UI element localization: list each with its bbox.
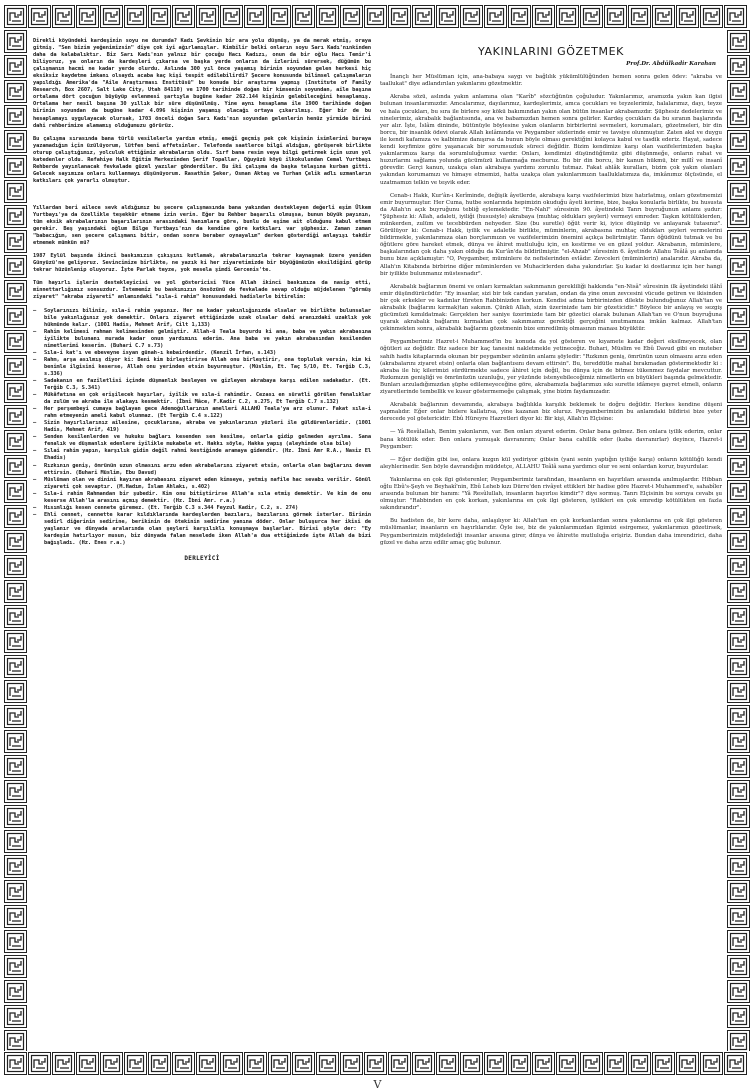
ornament-tile-icon	[52, 1052, 75, 1075]
ornament-tile-icon	[340, 1052, 363, 1075]
ornament-tile-icon	[508, 5, 531, 28]
intro-paragraph-2: Bu çalışma sırasında bana türlü vesilelerle yardım etmiş, emeği geçmiş pek çok kişinin isimlerini buraya yazamadığım için üzülüyorum, lütfen beni affetsinler. Telefonda saatlerce bilgi aldığım, görüşerek birlikte oturup çalıştığımız, yolculuk ettiğimiz akrabalarım oldu. Sırf bana resim veya bilgi getirmek için uzun yol katedenler oldu. Refahiye Halk Eğitim Merkezinden Şerif Topallar, Oğuyüzü köyü ilkokulundan Cemal Yurtbaşı Rehberde yayınlanacak fevkalade güzel yazılar gönderdiler. Bu iki çalışma da başka telaşına kurban gitti. Gelecek sayımıza onları kullanmayı düşünüyorum. Rasathin Şeker, Osman Aktaş ve Turhan Çelik adlı uzmanların katkıları çok yararlı olmuştur.	[33, 135, 371, 184]
ornament-tile-icon	[148, 5, 171, 28]
ornament-tile-icon	[727, 455, 750, 478]
ornament-tile-icon	[4, 30, 27, 53]
ornament-tile-icon	[4, 355, 27, 378]
ornament-tile-icon	[628, 5, 651, 28]
ornament-tile-icon	[604, 1052, 627, 1075]
ornament-tile-icon	[412, 1052, 435, 1075]
hadith-item: — Soylarınızı biliniz, sıla-i rahim yapınız. Her ne kadar yakınlığınızda olsalar ve birlikte bulunsalar bile yakınlığınız yok demektir. Onları ziyaret ettiğinizde uzak olsalar dahi aranızdaki uzaklık yok hükmünde kalır. (1001 Hadis, Mehmet Arif, Cilt 1,133)	[33, 308, 371, 329]
ornament-tile-icon	[412, 5, 435, 28]
ornament-tile-icon	[4, 505, 27, 528]
ornament-tile-icon	[727, 930, 750, 953]
hadith-item: — Sadakanın en faziletlisi içinde düşmanlık besleyen ve gizleyen akrabaya karşı edilen sadakadır. (Et. Terğib C.3, S.341)	[33, 378, 371, 392]
compiler-signature: DERLEYİCİ	[184, 555, 220, 563]
ornament-tile-icon	[676, 1052, 699, 1075]
left-column	[33, 38, 371, 1050]
ornament-tile-icon	[244, 5, 267, 28]
article-paragraph: Akrabalık bağlarının önemi ve onları kırmaktan sakınmanın gerekliliği hakkında "en-Nisâ" sûresinin ilk âyetindeki ilâhî emir düşündürücüdür: "Ey insanlar, sizi bir tek candan yaratan, ondan da yine onun zevcesini vücude getiren ve ikisinden bir çok erkekler ve kadınlar türeten Rabbinizden korkun. Kendisi adına birbirinizden dilekte bulunduğunuz Allah'tan ve akrabalık (bağlarını kırmak)tan sakının. Çünkü Allah, sizin üzerinizde tam bir gözeticidir." Böylece bir anlayış ve sezgiş gücümüzü kımıldatmak: Gerçekten her saniye üzerimizde tam bir gözetici olarak bulunan Allah'tan ve O'nun buyruğuna uyarak akrabalık bağlarını kırmaktan çok sakınmamız gerektiği gerçeğini unutmamıza imkân kalmaz. Allah'tan çekinmekten sonra, akrabalık bağlarını gözetmenin bize emredilmiş olmasının manası büyüktür.	[380, 283, 722, 333]
article-author: Prof.Dr. Abdülkadir Karahan	[626, 61, 716, 68]
ornament-tile-icon	[4, 255, 27, 278]
ornament-tile-icon	[4, 130, 27, 153]
ornament-tile-icon	[727, 830, 750, 853]
ornament-tile-icon	[364, 5, 387, 28]
ornament-tile-icon	[4, 55, 27, 78]
ornament-tile-icon	[727, 1030, 750, 1051]
ornament-tile-icon	[727, 780, 750, 803]
article-title: YAKINLARINI GÖZETMEK	[478, 45, 624, 58]
ornament-tile-icon	[124, 1052, 147, 1075]
intro-paragraph-1: Direkli köyündeki kardeşinin soyu ne durumda? Kadı Şevkinin bir ara yolu düşmüş, ya da merak etmiş, oraya gitmiş. "Sen bizim yeğenimizsin" diye çok iyi ağırlamışlar. Kimbilir belki onların soyu Sarı Kadı'nınkinden daha da kalabalıktır. Biz Sarı Kadı'nın yalnız bir çocuğu Hacı Kadızı, onun da bir oğlu Hacı Temir'i biliyoruz, ya onların da kardeşleri çıkarsa ve başka yerde onların da izlerini sürersek, düğümün bu çalışmanın hacmi ne kadar yerde olurdu. Aslında 300 yıl önce yaşamış birinin soyundan gelen herkesi hiç eksiksiz kaydetme imkanı olsaydı acaba kaç kişi tespit edilebilirdi? Şecere konusunda bilimsel çalışmaların yapıldığı Amerika'da "Aile Araştırması Enstitüsü" bu konuda bir araştırma yapmış (Institute of Family Research, Box 2607, Salt Lake City, Utah 84110) ve 1700 tarihinde doğan bir kimsenin soyundan, aile başına ortalama dört çocuğun büyüyüp evlenmesi şartıyla bugüne kadar 262.144 kişinin gelebileceğini hesaplamış. Ortalama her nesil başına 30 yıllık bir süre düşünülmüş. Yine aynı hesaplama ile 1900 tarihinde doğan birinin soyundan da bugüne kadar 4.096 kişinin yaşamış olacağı ortaya çıkarılmış. Eğer bir de bu hesaplamayı uygulayacak olursak, 1703 önceli doğan Sarı Kadı'nın soyundan gelenlerin henüz yirmide birini dahi rehberimize alamamış olduğumuzu görürüz.	[33, 38, 371, 129]
hadith-item: — Sıla-i kat'ı ve ebeveyne isyan günah-ı kebairdendir. (Kenzil İrfan, s.143)	[33, 350, 371, 357]
hadith-item: — Sizin hayırlılarınız ailesine, çocuklarına, akraba ve yakınlarının yüzleri ile güldürenleridir. (1001 Hadis, Mehmet Arif, 419)	[33, 420, 371, 434]
ornament-tile-icon	[388, 5, 411, 28]
ornament-tile-icon	[580, 1052, 603, 1075]
article-paragraph: Akraba sözü, aslında yakın anlamına olan "Karîb" sözcüğünün çoğuludur. Yakınlarımız, aramızda yakın kan ilgisi bulunan insanlarımızdır. Amcalarımız, dayılarımız, kardeşlerimiz, amca çocukları ve teyzelerimiz, halalarımız, dayı, teyze ve hala çocukları, bu sıra ile birlere soy kökü bakımından yakın olan bütün insanlar akrabamızdır. Şüphesiz dedelerimiz ve ninelerimiz, akrabalık bağlantısında, ana ve babamızdan hemen sonra gelirler. Kardeş çocukları da bu sıranın başlarında yer alır. İşte, İslâm dininde, bütünüyle böylesine yakın olanların birbirlerini sevmeleri, korumaları, gözetmeleri, bir din borcu, bir insanlık ödevi olarak Allah kelâmında ve Peygamber sözlerinde emir ve tavsiye olunmuştur. Zaten akıl ve duygu ile kendi kafamıza ve kalbimize danışırsa da bunun böyle olması gerektiğini kolayca kabul ve tasdik ederiz. Hayat, sadece kendi keyfimize göre yaşanacak bir sorumsuzluk süreci değildir. Bizim kendimize karşı olan vazifelerimizden başka yakınlarımıza karşı da sorumluluğumuz vardır. Onları, kendimizi düşündüğümüz gibi düşünmeğe, onların rahat ve huzurlarını sağlama yolunda gücümüzü kullanmağa mecburuz. Bu bir din borcu, bir kanun hükmü, bir millî ve insanî görevdir. Gerçi kanun, uzakça olan akrabaya yardımı zorunlu tutmaz. Fakat ahlâk kuralları, bizim çok yakın olanları yakından korumamızı ve himaye etmemizi, hatta uzakça olan yakınlarımızın taalluklatımıza da, imkânımız ölçüsünde, el uzatmamızı telkin ve teşvik eder.	[380, 94, 722, 186]
ornament-tile-icon	[556, 5, 579, 28]
ornament-tile-icon	[484, 1052, 507, 1075]
ornament-tile-icon	[727, 480, 750, 503]
ornament-tile-icon	[4, 805, 27, 828]
ornament-tile-icon	[460, 1052, 483, 1075]
ornament-tile-icon	[532, 5, 555, 28]
ornament-tile-icon	[727, 380, 750, 403]
ornament-tile-icon	[172, 5, 195, 28]
hadith-item: — Her perşembeyi cumaya bağlayan gece Ademoğullarının amelleri ALLAHÜ Teala'ya arz olunur. Fakat sıla-i rahm etmeyenin ameli kabul olunmaz. (Et Terğib C.4 s.122)	[33, 406, 371, 420]
hadith-item: — Mükâfatına en çok erişilecek hayırlar, iyilik ve sıla-i rahimdir. Cezası en süratli görülen fenalıklar da zulüm ve akraba ile alakayı kesmektir. (İbni Mâce, F.Kadir C.2, s.275, Et Terğib C.7 s.132)	[33, 392, 371, 406]
ornament-tile-icon	[52, 5, 75, 28]
ornament-tile-icon	[727, 630, 750, 653]
ornament-tile-icon	[727, 755, 750, 778]
ornament-tile-icon	[4, 955, 27, 978]
ornament-tile-icon	[4, 755, 27, 778]
ornament-tile-icon	[316, 5, 339, 28]
ornament-tile-icon	[727, 555, 750, 578]
right-column	[380, 38, 722, 1050]
ornament-tile-icon	[727, 1005, 750, 1028]
ornament-tile-icon	[100, 1052, 123, 1075]
ornament-tile-icon	[316, 1052, 339, 1075]
ornament-tile-icon	[727, 230, 750, 253]
ornament-tile-icon	[727, 305, 750, 328]
hadith-item: — Ehli cennet, cennette karar kıldıklarında kardeşlerden bazıları, bazılarını görmek isterler. Birinin sedirl diğerinin sedirine, berikinin de ötekinin sedirine yanına döder. Onlar buluşurca her ikisi de yaşlanır ve dünyada aralarında olan şeyleri karşılıklı konuşmaya başlarlar. Birisi şöyle der: "Ey kardeşim hatırlıyor musun, biz dünyada falan meselede iken Allah'a dua ettiğimizde işte Allah da bizi bağışladı. (Hz. Enes r.a.)	[33, 512, 371, 547]
ornament-tile-icon	[4, 980, 27, 1003]
ornament-tile-icon	[292, 1052, 315, 1075]
ornament-tile-icon	[4, 105, 27, 128]
ornament-tile-icon	[727, 705, 750, 728]
ornament-tile-icon	[727, 605, 750, 628]
ornament-tile-icon	[727, 30, 750, 53]
article-paragraph: İnançlı her Müslüman için, ana-babaya saygı ve bağlılık yükümlülüğünden hemen sonra gelen ödev: "akraba ve taallukat" diye adlandırılan yakınlarını gözetmektir.	[380, 74, 722, 88]
ornament-tile-icon	[727, 905, 750, 928]
ornament-tile-icon	[100, 5, 123, 28]
ornament-tile-icon	[4, 1005, 27, 1028]
ornament-tile-icon	[652, 1052, 675, 1075]
ornament-tile-icon	[727, 980, 750, 1003]
ornament-tile-icon	[4, 80, 27, 103]
ornament-tile-icon	[4, 655, 27, 678]
ornament-tile-icon	[4, 680, 27, 703]
ornament-tile-icon	[220, 5, 243, 28]
ornament-tile-icon	[4, 1030, 27, 1051]
ornament-tile-icon	[727, 805, 750, 828]
hadith-item: — Hısımlığı kesen cennete giremez. (Et. Terğib C.3 s.344 Feyzul Kadir, C.2, s. 274)	[33, 505, 371, 512]
ornament-tile-icon	[727, 330, 750, 353]
hadith-list	[33, 308, 371, 548]
ornamental-border-left	[4, 30, 28, 1051]
ornament-tile-icon	[4, 605, 27, 628]
ornament-tile-icon	[28, 1052, 51, 1075]
ornament-tile-icon	[268, 5, 291, 28]
ornament-tile-icon	[727, 680, 750, 703]
ornamental-border-top	[4, 5, 751, 29]
ornament-tile-icon	[727, 405, 750, 428]
ornament-tile-icon	[4, 630, 27, 653]
ornament-tile-icon	[4, 930, 27, 953]
ornament-tile-icon	[727, 130, 750, 153]
ornament-tile-icon	[4, 330, 27, 353]
article-paragraph: — Eğer dediğin gibi ise, onlara kızgın kül yediriyor gibisin (yani senin yaptığın iyiliğe karşı) onların kötülüğü kendi aleyhlerinedir. Sen böyle davrandığın müddetçe, ALLAHU Teâlâ sana yardımcı olur ve seni onlardan korur, buyurdular.	[380, 456, 722, 470]
ornament-tile-icon	[727, 55, 750, 78]
ornament-tile-icon	[727, 255, 750, 278]
ornament-tile-icon	[172, 1052, 195, 1075]
ornament-tile-icon	[508, 1052, 531, 1075]
ornament-tile-icon	[556, 1052, 579, 1075]
ornament-tile-icon	[727, 655, 750, 678]
ornament-tile-icon	[388, 1052, 411, 1075]
ornament-tile-icon	[4, 880, 27, 903]
ornament-tile-icon	[148, 1052, 171, 1075]
ornament-tile-icon	[4, 455, 27, 478]
ornament-tile-icon	[727, 955, 750, 978]
ornament-tile-icon	[436, 1052, 459, 1075]
ornament-tile-icon	[4, 705, 27, 728]
ornament-tile-icon	[196, 5, 219, 28]
article-paragraph: Cenab-ı Hakk, Kur'ân-ı Kerîminde, değişik âyetlerde, akrabaya karşı vazifelerimizi bize hatırlatmış, onları gözetmemizi emir buyurmuştur. Her Cuma, hutbe sonlarında hepimizin okuduğu âyeti kerime, bize, başka konularla birlikte, bu hususta da Allah'ın açık buyruğunu tebliğ eylemektedir. "En-Nahl" sûresinin 90. âyetindeki Tanrı buyruğunun anlamı şudur: "Şüphesiz ki: Allah, adaleti, iyiliği (hususiyle) akrabaya (muhtaç oldukları şeyleri) vermeyi emreder. Taşkın kötülüklerden, münkerden, zulüm ve tecebbürden nehyeder. Size (bu suretle) öğüt verir ki, iyice düşünüp ve anlayarak tutasınız". Görülüyor ki: Cenab-ı Hakk, iyilik ve adaletle birlikte, müminlerin, akrabasına muhtaç oldukları şeyleri vermelerini bildirmekle, yakınlarımıza olan borçlarımızın ve vazifelerimizin önemini açıkça belirtmiştir. Tanrı öğüdünü tutmak ve bu öğütlere göre hareket etmek, dünya ve âhiret mutluluğu için, en kestirme ve en güzel yoldur. Akrabanın, müminlere, başkalarından çok daha yakın olduğu da Kur'ân'da bildirilmiştir. "el-Ahzab" sûresinin 6. âyetinde Allahu Teâlâ şu anlamda bunu bize açıklamıştır: "O, Peygamber, müminlere öz nefislerinden evlâdır. Zevceleri (müminlerin) analarıdır. Akraba da, Allah'ın Kitabında birbirine diğer müminlerden ve Muhacirlerden daha yakındırlar. Şu kadar ki dostlarınız için her hangi bir iyilikte bulunmanız müstesnadır".	[380, 192, 722, 277]
ornament-tile-icon	[76, 1052, 99, 1075]
hadith-item: — Sıla-i rahim Rahmandan bir şubedir. Kim onu bitiştirirse Allah'a sıla etmiş demektir. Ve kim de onu keserse Allah'la arasını açmış demektir. (Hz. İbni Amr. r.a.)	[33, 491, 371, 505]
ornament-tile-icon	[4, 380, 27, 403]
ornament-tile-icon	[700, 5, 723, 28]
ornament-tile-icon	[4, 480, 27, 503]
ornament-tile-icon	[4, 155, 27, 178]
ornament-tile-icon	[604, 5, 627, 28]
ornament-tile-icon	[364, 1052, 387, 1075]
ornament-tile-icon	[4, 580, 27, 603]
ornamental-border-bottom	[4, 1052, 751, 1076]
ornamental-border-right	[727, 30, 751, 1051]
ornament-tile-icon	[532, 1052, 555, 1075]
ornament-tile-icon	[124, 5, 147, 28]
ornament-tile-icon	[676, 5, 699, 28]
ornament-tile-icon	[460, 5, 483, 28]
ornament-tile-icon	[580, 5, 603, 28]
ornament-tile-icon	[727, 280, 750, 303]
ornament-tile-icon	[727, 880, 750, 903]
intro-paragraph-3: Yıllardan beri ailece sevk aldığımız bu şecere çalışmasında bana yakından destekleyen değerli eşim Ülkem Yurtbayı'ya da özellikle teşekkür etmeme izin verin. Eğer bu Rehber başarılı olmuşsa, bunun büyük payının, tüm eksik akrabalarının başarılarının arasındaki hanımlara göre, bunlu de eşime ait olduğunu kabul etmem gerekir. Beş yaşındaki oğlum Bilge Yurtbayı'nın da kendine göre katkıları var şüphesiz. Zaman zaman "babacığım, sen şecere çalışmanı bitir, ondan sonra beraber oynayalım" derken gösterdiği anlayışı takdir etmemek mümkün mü?	[33, 204, 371, 247]
hadith-item: — Rahim kelimesi rahman kelimesinden gelmiştir. Allah-ü Teala buyurdu ki ana, baba ve yakın akrabasına iyilikte bulunanı murada kadar onun yardımını ederim. Ana baba ve yakın akrabasından kesilenden nimetlerimi keserim. (Buhari C.7 s.73)	[33, 329, 371, 350]
ornament-tile-icon	[28, 5, 51, 28]
ornament-tile-icon	[700, 1052, 723, 1075]
ornament-tile-icon	[727, 205, 750, 228]
ornament-tile-icon	[4, 280, 27, 303]
ornament-tile-icon	[628, 1052, 651, 1075]
hadith-item: — Müslüman olan ve dinini kayıran akrabasını ziyaret eden kimseye, yetmiş nafile hac sevabı verilir. Gönül ziyareti çok sevaptır. (M.Hadım, İslam Ahlakı, s.402)	[33, 477, 371, 491]
ornament-tile-icon	[727, 355, 750, 378]
ornament-tile-icon	[727, 505, 750, 528]
ornament-tile-icon	[4, 230, 27, 253]
ornament-tile-icon	[4, 730, 27, 753]
hadith-item: — Sılai rahim yapın, karşılık gidin değil rahmi kestiğinde aramaya gidendir. (Hz. İbni Amr R.A., Nasiz El Ehadis)	[33, 448, 371, 462]
ornament-tile-icon	[340, 5, 363, 28]
intro-paragraph-5: Tüm hayırlı işlerin destekleyicisi ve yol göstericisi Yüce Allah ikinci baskımıza da nasip etti, minnettarlığımız sonsuzdur. İstememiz bu baskımızın önsözünü de fevkalade sevap olduğu müjdelenen "görmüş ziyaret" "akraba ziyareti" anlamındaki "sıla-i rahim" konusundaki hadislerle bitirelim:	[33, 280, 371, 301]
ornament-tile-icon	[4, 405, 27, 428]
ornament-tile-icon	[652, 5, 675, 28]
article-paragraph: — Yâ Resûlallah, Benim yakınlarım, var. Ben onları ziyaret ederim. Onlar bana gelmez. Ben onlara iyilik ederim, onlar bana kötülük eder. Ben onlara yumuşak davranırım; Onlar bana cahillik eder (kaba davranırlar) deyince, Hazret-i Peygamber:	[380, 429, 722, 450]
page-number: V	[373, 1078, 382, 1091]
ornament-tile-icon	[727, 855, 750, 878]
article-paragraph: Peygamberimiz Hazret-i Muhammed'in bu konuda da yol gösteren ve kıyamete kadar değeri eksilmeyecek, olan öğütleri az değildir. Biz sadece bir kaç tanesini nakletmekle yetineceğiz. Buhari, Müslim ve Ebû Davud gibi en muteber sahih hadis kitaplarında okunan bir peygamber sözünün anlamı şöyledir: "Rızkının geniş, ömrünün uzun olmasını arzu eden (akrabalarını ziyaret etsin) onlarla olan bağlantısını devam ettirsin". Bu, tereddütle mahal bırakmadan göstermektedir ki : akraba ile hiç kilerimizi sürdürmekte sadece âhiret için değil, bu dünya için de bitmez tükenmez faydalar mevcuttur. Rızkımızın genişliği ve ömrünüzün uzunluğu, yer yüzünde istenyebileceğimiz nimetlerin en büyükleri başında gelmektedir. Bunları arzuladığımızdan şüphe edilemeyeceğine göre, akrabamızla bağlarımızı sıkı surette idâmeye gayret etmeli, onların ziyaretlerinde tembellik ve kusur göstermemeğe çalışmak, yine bizim faydamızadır.	[380, 339, 722, 396]
ornament-tile-icon	[4, 530, 27, 553]
ornament-tile-icon	[76, 5, 99, 28]
ornament-tile-icon	[727, 730, 750, 753]
ornament-tile-icon	[4, 180, 27, 203]
ornament-tile-icon	[220, 1052, 243, 1075]
ornament-tile-icon	[244, 1052, 267, 1075]
ornament-tile-icon	[724, 1052, 747, 1075]
hadith-item: — Senden kesilenlerden ve hukuku bağları kesenden sen kesilme, onlarla gidip gelmeden ayrılma. Sana fenalık ve düşmanlık edenlere iyilikle mukabele et. Hakkı söyle, Hakka yapış (aleyhinde olsa bile)	[33, 434, 371, 448]
ornament-tile-icon	[4, 780, 27, 803]
ornament-tile-icon	[4, 5, 27, 28]
ornament-tile-icon	[196, 1052, 219, 1075]
hadith-item: — Rahm, arşa asılmış diyor ki: Beni kim birleştirirse Allah onu birleştirir, ona topluluk versin, kim ki benimle ilgisini keserse, Allah onu yerinden etsin buyurmuştur. (Müslim, Et. Taç 5/10, Et. Terğib C.3, s.336)	[33, 357, 371, 378]
ornament-tile-icon	[727, 180, 750, 203]
article-paragraph: Yakınlarına en çok ilgi gösterenler, Peygamberimiz tarafından, insanların en hayırlıları arasında anılmışlardır. Hibban oğlu Ebû's-Şeyh ve Beyhakî'nin, Ebû Leheb kızı Dürre'den rivâyet ettikleri bir hadise göre Hazret-i Muhammed'e, sahabîler arasında bulunan bir hanım: "Yâ Resûlullah, insanların hayırlısı kimdir"? diye sormuş. Tanrı Elçisinin bu soruya cevabı şu olmuştur: "Rabbinden en çok korkan, yakınlarına en çok ilgi gösteren, iyilikleri en çok emredip kötülükten en fazla sakındırandır".	[380, 476, 722, 512]
ornament-tile-icon	[727, 530, 750, 553]
ornament-tile-icon	[727, 580, 750, 603]
ornament-tile-icon	[4, 1052, 27, 1075]
ornament-tile-icon	[4, 905, 27, 928]
ornament-tile-icon	[727, 80, 750, 103]
ornament-tile-icon	[727, 105, 750, 128]
ornament-tile-icon	[4, 830, 27, 853]
ornament-tile-icon	[268, 1052, 291, 1075]
ornament-tile-icon	[4, 305, 27, 328]
ornament-tile-icon	[727, 155, 750, 178]
ornament-tile-icon	[4, 205, 27, 228]
ornament-tile-icon	[484, 5, 507, 28]
ornament-tile-icon	[436, 5, 459, 28]
ornament-tile-icon	[292, 5, 315, 28]
hadith-item: — Rızkının geniş, ömrünün uzun olmasını arzu eden akrabalarını ziyaret etsin, onlarla olan bağlarını devam ettirsin. (Buhari Müslim, Ebu Davud)	[33, 463, 371, 477]
ornament-tile-icon	[4, 430, 27, 453]
intro-paragraph-4: 1987 Eylül başında ikinci baskımızın çıkışını kutlamak, akrabalarımızla tekrar kaynaşmak üzere yeniden Günyüzü'ne geliyoruz. Sevincimize birlikte, ne yazık ki her ziyaretimizde bir büyüğümüzün eksildiğini görüp tekrar hüzünlenip oluyoruz. İşte Parlak teyze, yok mesela şimdi Gercenis'te.	[33, 253, 371, 274]
article-paragraph: Akrabalık bağlarının devamında, akrabaya bağlılıkla karşılık beklemek te doğru değildir. Herkes kendine düşeni yapmalıdır. Eğer onlar bizlere kallatırsa, yine kazanan biz oluruz. Peygamberimizin bu anlamdaki bildirisi bize yeter derecede yol göstericidir: Ebû Hüreyre Hazretleri diyor ki: Bir kişi, Allah'ın Elçisine:	[380, 402, 722, 423]
ornament-tile-icon	[727, 430, 750, 453]
ornament-tile-icon	[724, 5, 747, 28]
article-paragraph: Bu hadisten de, bir kere daha, anlaşılıyor ki: Allah'tan en çok korkanlardan sonra yakınlarına en çok ilgi gösteren müslümanlar, insanların en hayırlılarıdır. Öyle ise, biz de yakınlarımızdan ilgimizi esirgemez, yakınlarımızı gözetirsek, Peygamberimizin müjdelediği insanlar arasına girer, dünya ve âhirette mutluluğa erişiriz. Bundan daha imrendirici, daha güzel ve daha arzu edilir amaç güç bulunur.	[380, 518, 722, 546]
ornament-tile-icon	[4, 555, 27, 578]
ornament-tile-icon	[4, 855, 27, 878]
